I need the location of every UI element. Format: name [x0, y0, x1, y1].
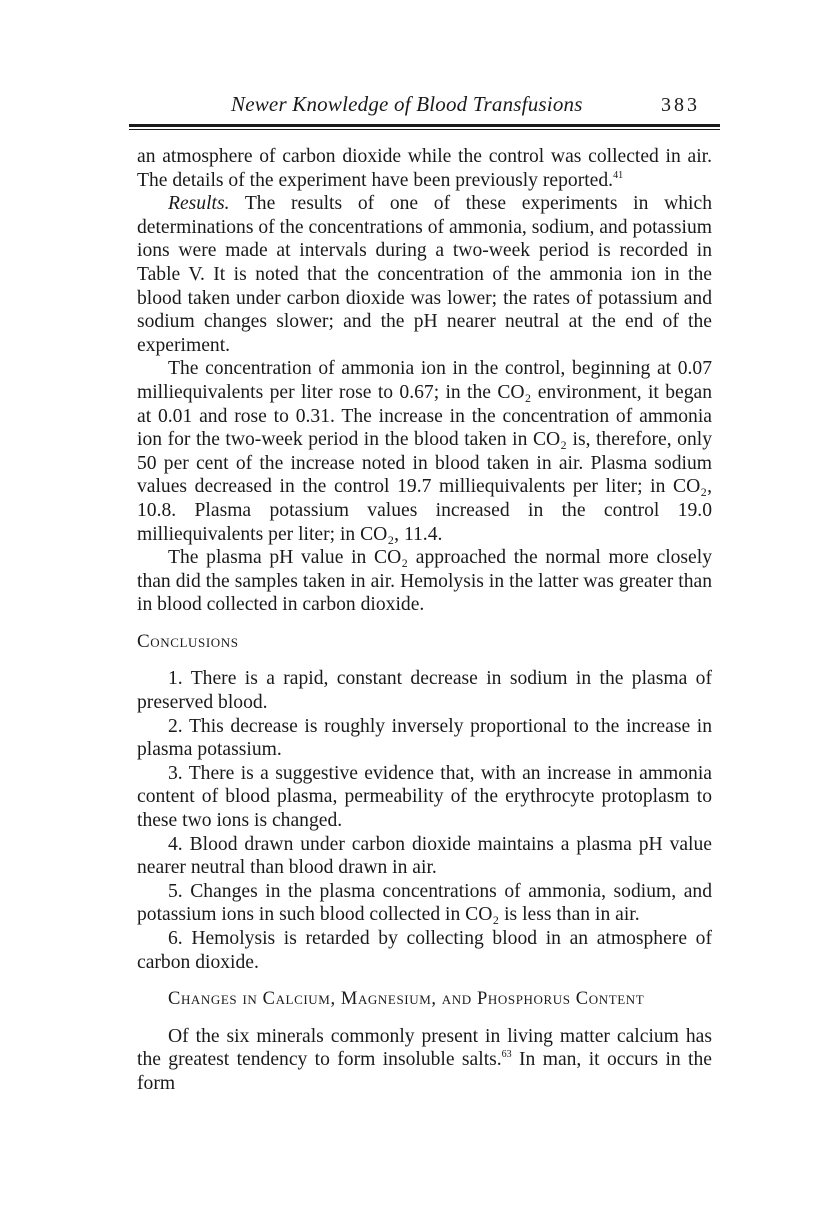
paragraph-minerals — [137, 1025, 712, 1096]
conclusion-item: 6. Hemolysis is retarded by collecting blood in an atmosphere of carbon dioxide. — [137, 928, 712, 973]
running-head — [137, 92, 712, 120]
conclusion-item: 3. There is a suggestive evidence that, with an increase in ammonia content of blood plasma, permeability of the erythrocyte protoplasm to these two ions is changed. — [137, 762, 712, 832]
header-rule-thin — [129, 129, 720, 130]
paragraph-ph: The plasma pH value in CO₂ approached the normal more closely than did the samples taken in air. Hemolysis in the latter was greater than in blood collected in carbon dioxide. — [137, 547, 712, 616]
header-rule-thick — [129, 124, 720, 127]
paragraph-continuation — [137, 145, 712, 192]
conclusion-item: 1. There is a rapid, constant decrease in sodium in the plasma of preserved blood. — [137, 668, 712, 714]
conclusion-item: 2. This decrease is roughly inversely proportional to the increase in plasma potassium. — [137, 715, 712, 761]
runin-heading: Results. — [168, 193, 230, 215]
footnote-ref: 41 — [613, 169, 624, 181]
paragraph-ammonia: The concentration of ammonia ion in the control, beginning at 0.07 milliequivalents per liter rose to 0.67; in the CO₂ environment, it began at 0.01 and rose to 0.31. The increase in the concentration of ammonia ion for the two-week period in the blood taken in CO₂ is, therefore, only 50 per cent of the increase noted in blood taken in air. Plasma sodium values decreased in the control 19.7 milliequivalents per liter; in CO₂, 10.8. Plasma potassium values increased in the control 19.0 milliequivalents per liter; in CO₂, 11.4. — [137, 358, 712, 545]
footnote-ref: 63 — [501, 1049, 512, 1061]
section-heading-conclusions: Conclusions — [137, 630, 239, 652]
running-title: Newer Knowledge of Blood Transfusions — [231, 92, 583, 116]
conclusion-item: 4. Blood drawn under carbon dioxide maintains a plasma pH value nearer neutral than blood drawn in air. — [137, 833, 712, 879]
section-heading-minerals: Changes in Calcium, Magnesium, and Phosphorus Content — [168, 989, 645, 1010]
page-number: 383 — [661, 94, 700, 116]
paragraph-text: In man, it occurs in the form — [137, 1049, 712, 1094]
conclusion-item: 5. Changes in the plasma concentrations of ammonia, sodium, and potassium ions in such blood collected in CO₂ is less than in air. — [137, 880, 712, 926]
paragraph-text: Of the six minerals commonly present in living matter calcium has the greatest tendency to form insoluble salts. — [137, 1025, 712, 1071]
paragraph-results — [137, 192, 712, 357]
body-text — [137, 145, 712, 1096]
paragraph-text: The results of one of these experiments in which determinations of the concentrations of ammonia, sodium, and potassium ions were made at intervals during a two-week period is recorded in Table V. It is noted that the concentration of the ammonia ion in the blood taken under carbon dioxide was lower; the rates of potassium and sodium changes slower; and the pH nearer neutral at the end of the experiment. — [137, 193, 712, 356]
paragraph-text: an atmosphere of carbon dioxide while the control was collected in air. The details of the experiment have been previously reported. — [137, 146, 712, 191]
